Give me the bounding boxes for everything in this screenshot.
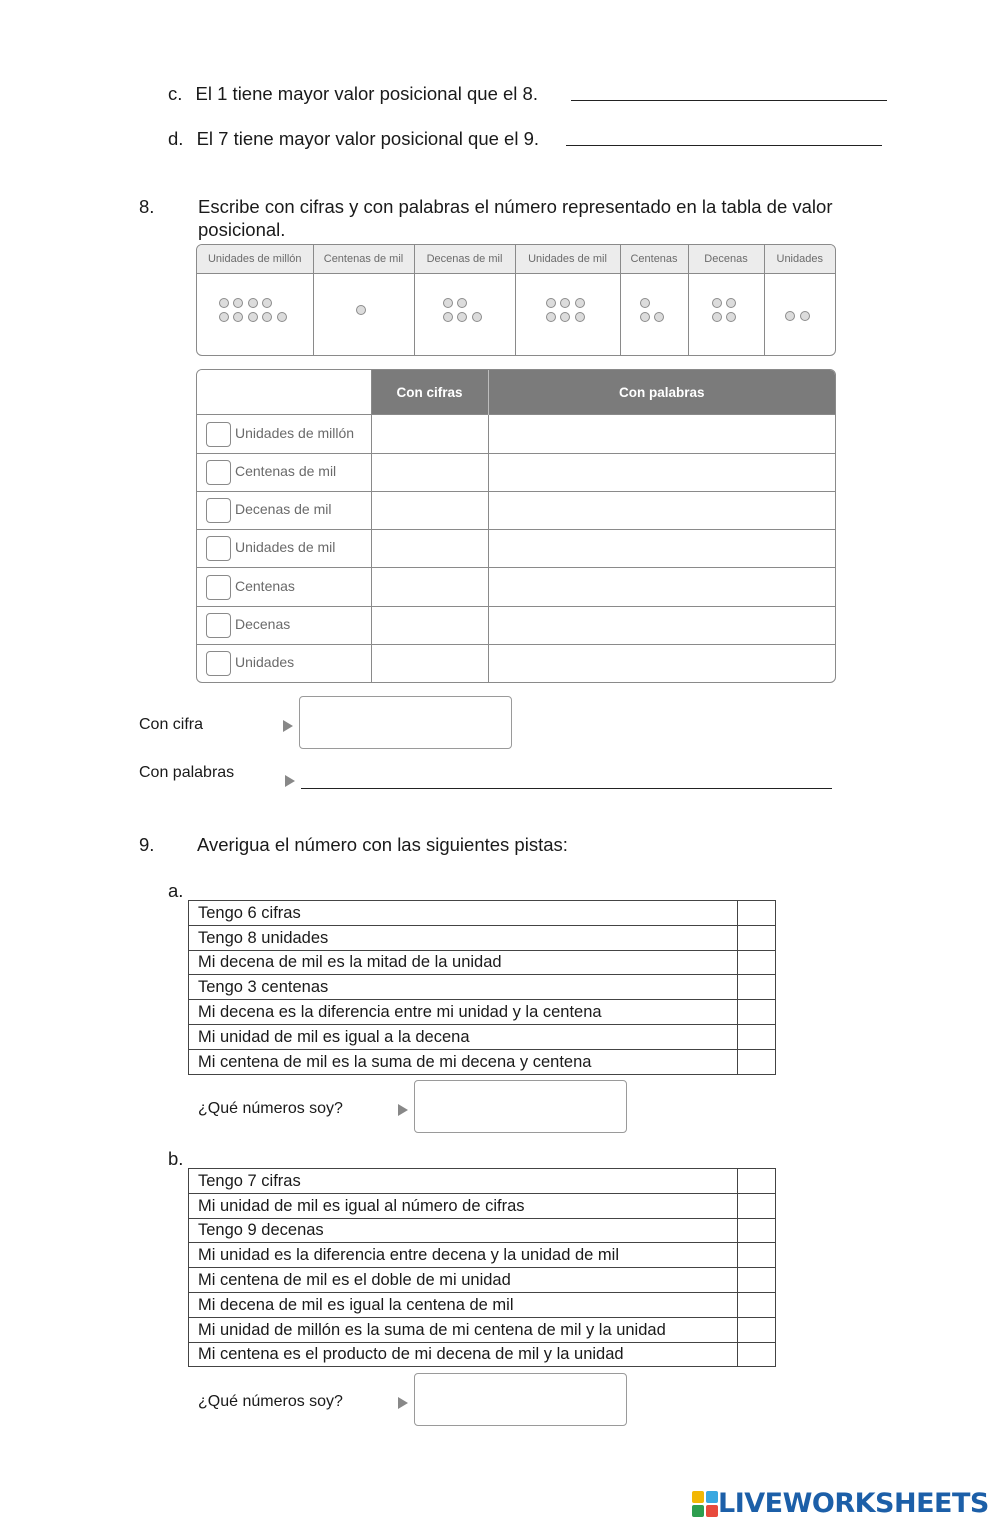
con-cifras-cell[interactable] xyxy=(371,453,488,491)
counter-dot xyxy=(248,312,258,322)
clue-text: Mi centena es el producto de mi decena de mil y la unidad xyxy=(189,1342,738,1367)
q9-a-question: ¿Qué números soy? xyxy=(198,1100,343,1117)
q9-b-answer-input[interactable] xyxy=(414,1373,627,1426)
answer-row-label: Centenas de mil xyxy=(235,462,337,479)
clue-text: Tengo 9 decenas xyxy=(189,1218,738,1243)
header-con-palabras: Con palabras xyxy=(488,370,835,415)
clue-answer-cell[interactable] xyxy=(738,1243,776,1268)
answer-row xyxy=(197,453,835,491)
answer-row-label-cell xyxy=(197,606,371,644)
digit-input-box[interactable] xyxy=(206,460,231,485)
answer-row xyxy=(197,606,835,644)
answer-row-label-cell xyxy=(197,415,371,453)
con-cifras-cell[interactable] xyxy=(371,530,488,568)
clue-answer-cell[interactable] xyxy=(738,1193,776,1218)
digit-input-box[interactable] xyxy=(206,536,231,561)
q9-b-marker: b. xyxy=(168,1148,184,1169)
clue-row xyxy=(189,901,776,926)
con-cifra-input[interactable] xyxy=(299,696,512,749)
answer-row-label-cell xyxy=(197,644,371,682)
clue-row xyxy=(189,950,776,975)
counter-dot xyxy=(575,298,585,308)
con-palabras-cell[interactable] xyxy=(488,644,835,682)
con-palabras-cell[interactable] xyxy=(488,453,835,491)
clue-table-b xyxy=(188,1168,776,1367)
clue-text: Mi unidad de mil es igual al número de cifras xyxy=(189,1193,738,1218)
clue-answer-cell[interactable] xyxy=(738,1218,776,1243)
answer-row-label: Decenas xyxy=(235,616,291,633)
counter-dot xyxy=(233,312,243,322)
place-value-cell xyxy=(197,274,313,356)
clue-row xyxy=(189,1317,776,1342)
clue-row xyxy=(189,1049,776,1074)
answer-row xyxy=(197,415,835,453)
con-cifras-cell[interactable] xyxy=(371,606,488,644)
q9-a-answer-input[interactable] xyxy=(414,1080,627,1133)
counter-dot xyxy=(800,311,810,321)
counter-dot xyxy=(785,311,795,321)
counter-dot xyxy=(560,312,570,322)
answer-row-label-cell xyxy=(197,491,371,529)
clue-text: Mi centena de mil es la suma de mi decena y centena xyxy=(189,1049,738,1074)
con-cifras-cell[interactable] xyxy=(371,568,488,606)
counter-dot xyxy=(262,312,272,322)
counter-group xyxy=(785,311,814,326)
answer-row-label: Unidades de millón xyxy=(235,424,355,441)
clue-text: Mi unidad de millón es la suma de mi centena de mil y la unidad xyxy=(189,1317,738,1342)
counter-dot xyxy=(726,298,736,308)
counter-dot xyxy=(472,312,482,322)
place-value-header: Decenas xyxy=(688,245,764,274)
clue-answer-cell[interactable] xyxy=(738,1169,776,1194)
counter-dot xyxy=(654,312,664,322)
q9-instruction: Averigua el número con las siguientes pistas: xyxy=(197,834,568,855)
con-cifra-label: Con cifra xyxy=(139,716,204,733)
con-palabras-cell[interactable] xyxy=(488,491,835,529)
counter-dot xyxy=(457,298,467,308)
clue-answer-cell[interactable] xyxy=(738,975,776,1000)
answer-row-label-cell xyxy=(197,568,371,606)
arrow-right-icon xyxy=(285,775,295,787)
counter-group xyxy=(219,298,292,327)
counter-group xyxy=(640,298,669,327)
clue-row xyxy=(189,1000,776,1025)
clue-row xyxy=(189,1268,776,1293)
place-value-cell xyxy=(688,274,764,356)
counter-dot xyxy=(546,298,556,308)
clue-row xyxy=(189,925,776,950)
clue-answer-cell[interactable] xyxy=(738,901,776,926)
clue-text: Mi decena de mil es la mitad de la unidad xyxy=(189,950,738,975)
item-marker: d. xyxy=(168,128,184,149)
place-value-header: Unidades de mil xyxy=(515,245,620,274)
counter-dot xyxy=(726,312,736,322)
clue-answer-cell[interactable] xyxy=(738,925,776,950)
clue-text: Tengo 8 unidades xyxy=(189,925,738,950)
place-value-table xyxy=(196,244,836,356)
con-palabras-cell[interactable] xyxy=(488,568,835,606)
clue-text: Mi unidad de mil es igual a la decena xyxy=(189,1024,738,1049)
clue-row xyxy=(189,1024,776,1049)
clue-text: Tengo 3 centenas xyxy=(189,975,738,1000)
place-value-header: Unidades xyxy=(764,245,835,274)
digit-input-box[interactable] xyxy=(206,498,231,523)
clue-row xyxy=(189,1342,776,1367)
place-value-cell xyxy=(764,274,835,356)
answer-table-corner xyxy=(197,370,371,415)
q7-d-answer-line[interactable] xyxy=(566,131,882,146)
counter-dot xyxy=(443,298,453,308)
q9-number: 9. xyxy=(139,834,155,855)
answer-row-label: Centenas xyxy=(235,577,295,594)
clue-answer-cell[interactable] xyxy=(738,1342,776,1367)
clue-text: Mi unidad es la diferencia entre decena y la unidad de mil xyxy=(189,1243,738,1268)
q8-instruction: Escribe con cifras y con palabras el número representado en la tabla de valor posicional. xyxy=(198,196,833,240)
clue-table-a xyxy=(188,900,776,1075)
clue-answer-cell[interactable] xyxy=(738,1049,776,1074)
clue-text: Mi decena de mil es igual la centena de mil xyxy=(189,1292,738,1317)
liveworksheets-logo-icon xyxy=(692,1491,718,1517)
q7-item-c xyxy=(168,82,538,105)
counter-dot xyxy=(575,312,585,322)
q9-a-marker: a. xyxy=(168,880,184,901)
place-value-header: Centenas de mil xyxy=(313,245,414,274)
digit-input-box[interactable] xyxy=(206,651,231,676)
place-value-cell xyxy=(515,274,620,356)
q7-c-answer-line[interactable] xyxy=(571,86,887,101)
clue-answer-cell[interactable] xyxy=(738,1317,776,1342)
counter-group xyxy=(443,298,487,327)
answer-row-label-cell xyxy=(197,453,371,491)
con-palabras-cell[interactable] xyxy=(488,606,835,644)
clue-answer-cell[interactable] xyxy=(738,950,776,975)
statement-text: El 7 tiene mayor valor posicional que el 9. xyxy=(196,128,540,149)
clue-row xyxy=(189,1292,776,1317)
digit-input-box[interactable] xyxy=(206,422,231,447)
clue-row xyxy=(189,1193,776,1218)
clue-text: Mi centena de mil es el doble de mi unidad xyxy=(189,1268,738,1293)
clue-text: Mi decena es la diferencia entre mi unidad y la centena xyxy=(189,1000,738,1025)
answer-row-label: Unidades xyxy=(235,654,295,671)
counter-dot xyxy=(546,312,556,322)
counter-group xyxy=(546,298,590,327)
counter-group xyxy=(356,305,371,320)
con-cifras-cell[interactable] xyxy=(371,415,488,453)
clue-row xyxy=(189,1218,776,1243)
clue-text: Tengo 7 cifras xyxy=(189,1169,738,1194)
statement-text: El 1 tiene mayor valor posicional que el 8. xyxy=(195,83,538,104)
answer-row-label: Decenas de mil xyxy=(235,501,332,518)
con-cifras-cell[interactable] xyxy=(371,644,488,682)
place-value-cell xyxy=(313,274,414,356)
counter-dot xyxy=(640,312,650,322)
place-value-header: Centenas xyxy=(620,245,688,274)
answer-row xyxy=(197,644,835,682)
answer-row xyxy=(197,568,835,606)
counter-dot xyxy=(356,305,366,315)
arrow-right-icon xyxy=(283,720,293,732)
arrow-right-icon xyxy=(398,1397,408,1409)
clue-text: Tengo 6 cifras xyxy=(189,901,738,926)
con-palabras-answer-line[interactable] xyxy=(301,788,832,789)
arrow-right-icon xyxy=(398,1104,408,1116)
liveworksheets-logo xyxy=(692,1488,989,1519)
counter-group xyxy=(712,298,741,327)
place-value-cell xyxy=(414,274,515,356)
place-value-header: Decenas de mil xyxy=(414,245,515,274)
q7-item-d xyxy=(168,127,539,150)
counter-dot xyxy=(640,298,650,308)
counter-dot xyxy=(262,298,272,308)
place-value-cell xyxy=(620,274,688,356)
clue-answer-cell[interactable] xyxy=(738,1024,776,1049)
clue-answer-cell[interactable] xyxy=(738,1000,776,1025)
logo-text: LIVEWORKSHEETS xyxy=(718,1488,989,1519)
clue-row xyxy=(189,1243,776,1268)
counter-dot xyxy=(457,312,467,322)
place-value-header: Unidades de millón xyxy=(197,245,313,274)
counter-dot xyxy=(248,298,258,308)
answer-row xyxy=(197,491,835,529)
answer-row xyxy=(197,530,835,568)
clue-row xyxy=(189,1169,776,1194)
counter-dot xyxy=(219,298,229,308)
answer-row-label-cell xyxy=(197,530,371,568)
clue-answer-cell[interactable] xyxy=(738,1292,776,1317)
q8-number: 8. xyxy=(139,196,155,217)
q9-b-question: ¿Qué números soy? xyxy=(198,1393,343,1410)
answer-row-label: Unidades de mil xyxy=(235,539,336,556)
digit-input-box[interactable] xyxy=(206,575,231,600)
con-palabras-cell[interactable] xyxy=(488,415,835,453)
answer-table xyxy=(196,369,836,683)
counter-dot xyxy=(219,312,229,322)
counter-dot xyxy=(443,312,453,322)
header-con-cifras: Con cifras xyxy=(371,370,488,415)
con-palabras-label: Con palabras xyxy=(139,764,235,781)
con-cifras-cell[interactable] xyxy=(371,491,488,529)
counter-dot xyxy=(233,298,243,308)
item-marker: c. xyxy=(168,83,183,104)
digit-input-box[interactable] xyxy=(206,613,231,638)
con-palabras-cell[interactable] xyxy=(488,530,835,568)
counter-dot xyxy=(712,298,722,308)
clue-row xyxy=(189,975,776,1000)
counter-dot xyxy=(277,312,287,322)
clue-answer-cell[interactable] xyxy=(738,1268,776,1293)
counter-dot xyxy=(712,312,722,322)
counter-dot xyxy=(560,298,570,308)
